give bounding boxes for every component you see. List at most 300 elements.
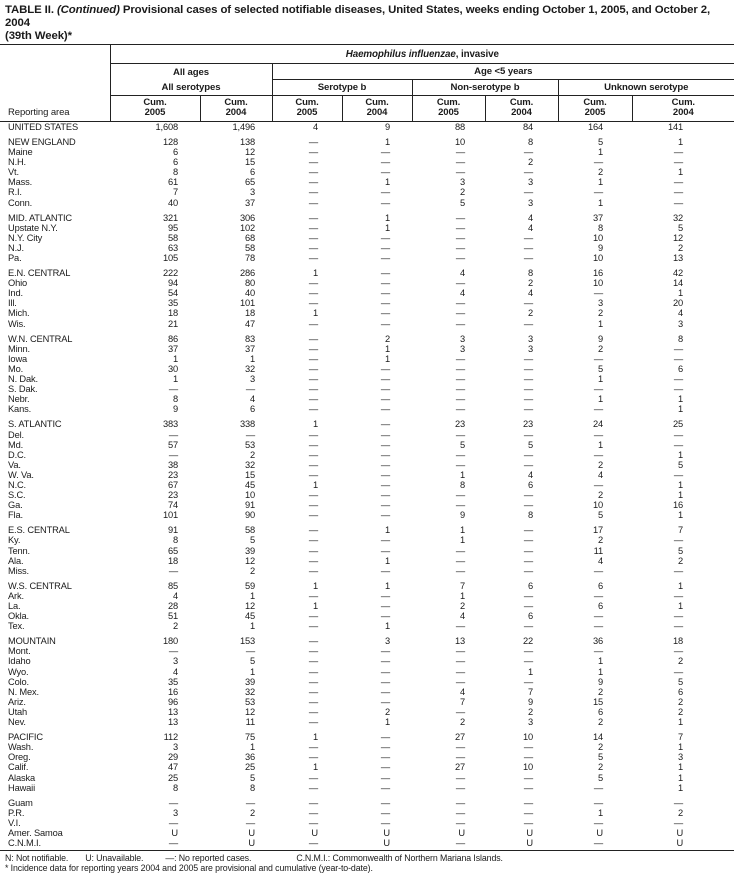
value-cell: 22 bbox=[522, 636, 533, 647]
value-cell: — bbox=[455, 308, 465, 319]
value-cell: — bbox=[308, 439, 318, 450]
reporting-area-cell: Alaska bbox=[8, 772, 36, 783]
value-cell: 1 bbox=[678, 167, 684, 178]
value-cell: — bbox=[380, 500, 390, 511]
value-cell: 1 bbox=[678, 490, 684, 501]
value-cell: 1 bbox=[597, 374, 603, 385]
reporting-area-cell: S.C. bbox=[8, 490, 26, 501]
reporting-area-cell: S. Dak. bbox=[8, 384, 38, 395]
table-row bbox=[0, 414, 734, 429]
value-cell: 4 bbox=[678, 308, 684, 319]
value-cell: — bbox=[523, 232, 533, 243]
value-cell: 37 bbox=[244, 197, 255, 208]
notifiable-diseases-table bbox=[0, 44, 734, 851]
value-cell: 1 bbox=[249, 621, 255, 632]
value-cell: — bbox=[455, 490, 465, 501]
value-cell: — bbox=[308, 797, 318, 808]
reporting-area-cell: Wash. bbox=[8, 742, 34, 753]
table-row bbox=[0, 556, 734, 566]
value-cell: — bbox=[308, 686, 318, 697]
value-cell: 306 bbox=[239, 212, 255, 223]
value-cell: 6 bbox=[527, 611, 533, 622]
value-cell: 90 bbox=[244, 510, 255, 521]
value-cell: — bbox=[308, 555, 318, 566]
reporting-area-cell: Ala. bbox=[8, 555, 24, 566]
reporting-area-cell: Tenn. bbox=[8, 545, 30, 556]
value-cell: — bbox=[308, 611, 318, 622]
table-title-text: Provisional cases of selected notifiable diseases, United States, weeks ending October 1, 2005, and October 2, 2004 bbox=[5, 4, 711, 29]
value-cell: 3 bbox=[459, 343, 465, 354]
value-cell: — bbox=[673, 187, 684, 198]
value-cell: — bbox=[308, 525, 318, 536]
value-cell: 1 bbox=[678, 479, 684, 490]
table-row bbox=[0, 601, 734, 611]
value-cell: 1 bbox=[312, 308, 318, 319]
table-row bbox=[0, 167, 734, 177]
value-cell: 23 bbox=[454, 419, 465, 430]
value-cell: 2 bbox=[249, 565, 255, 576]
value-cell: 3 bbox=[249, 187, 255, 198]
value-cell: — bbox=[523, 459, 533, 470]
value-cell: 9 bbox=[384, 121, 390, 132]
value-cell: 35 bbox=[167, 676, 178, 687]
value-cell: — bbox=[523, 752, 533, 763]
value-cell: 1 bbox=[172, 353, 178, 364]
value-cell: 2 bbox=[172, 621, 178, 632]
value-cell: — bbox=[455, 666, 465, 677]
value-cell: 15 bbox=[244, 157, 255, 168]
footnote-no-reported-cases: —: No reported cases. bbox=[165, 853, 252, 864]
value-cell: 42 bbox=[673, 268, 684, 279]
value-cell: — bbox=[673, 177, 684, 188]
value-cell: 7 bbox=[678, 732, 684, 743]
value-cell: 1 bbox=[312, 479, 318, 490]
value-cell: 1 bbox=[312, 419, 318, 430]
value-cell: 7 bbox=[527, 686, 533, 697]
value-cell: — bbox=[455, 147, 465, 158]
value-cell: 1 bbox=[597, 656, 603, 667]
value-cell: — bbox=[593, 782, 603, 793]
value-cell: U bbox=[383, 827, 390, 838]
value-cell: — bbox=[308, 717, 318, 728]
value-cell: 1 bbox=[597, 177, 603, 188]
value-cell: — bbox=[380, 590, 390, 601]
value-cell: 14 bbox=[592, 732, 603, 743]
value-cell: — bbox=[523, 807, 533, 818]
value-cell: 1 bbox=[678, 580, 684, 591]
value-cell: 8 bbox=[249, 782, 255, 793]
value-cell: 6 bbox=[172, 147, 178, 158]
reporting-area-cell: R.I. bbox=[8, 187, 22, 198]
value-cell: — bbox=[380, 611, 390, 622]
value-cell: — bbox=[455, 545, 465, 556]
value-cell: 47 bbox=[167, 762, 178, 773]
value-cell: — bbox=[380, 686, 390, 697]
value-cell: — bbox=[110, 838, 200, 851]
value-cell: 2 bbox=[384, 333, 390, 344]
value-cell: 91 bbox=[167, 525, 178, 536]
table-row bbox=[0, 727, 734, 742]
value-cell: — bbox=[455, 157, 465, 168]
value-cell: 101 bbox=[239, 298, 255, 309]
value-cell: 58 bbox=[244, 242, 255, 253]
value-cell: — bbox=[523, 404, 533, 415]
value-cell: 8 bbox=[459, 479, 465, 490]
value-cell: — bbox=[380, 157, 390, 168]
value-cell: — bbox=[245, 797, 255, 808]
value-cell: 4 bbox=[527, 469, 533, 480]
value-cell: 2 bbox=[527, 308, 533, 319]
value-cell: — bbox=[455, 253, 465, 264]
value-cell: 16 bbox=[167, 686, 178, 697]
value-cell: — bbox=[245, 817, 255, 828]
value-cell: — bbox=[673, 817, 684, 828]
reporting-area-cell: Tex. bbox=[8, 621, 25, 632]
value-cell: 1,608 bbox=[155, 121, 178, 132]
disease-header bbox=[110, 45, 734, 64]
reporting-area-cell: MOUNTAIN bbox=[8, 636, 56, 647]
value-cell: 23 bbox=[167, 469, 178, 480]
value-cell: — bbox=[412, 838, 485, 851]
value-cell: 6 bbox=[527, 580, 533, 591]
value-cell: — bbox=[380, 253, 390, 264]
value-cell: — bbox=[523, 298, 533, 309]
value-cell: — bbox=[308, 782, 318, 793]
value-cell: 24 bbox=[592, 419, 603, 430]
value-cell: 11 bbox=[245, 717, 255, 728]
value-cell: — bbox=[380, 308, 390, 319]
table-row bbox=[0, 394, 734, 404]
value-cell: 47 bbox=[244, 318, 255, 329]
value-cell: 63 bbox=[167, 242, 178, 253]
value-cell: 32 bbox=[244, 686, 255, 697]
subgroup-serotype-b: Serotype b bbox=[272, 80, 412, 96]
value-cell: 321 bbox=[162, 212, 178, 223]
value-cell: — bbox=[308, 363, 318, 374]
value-cell: — bbox=[308, 742, 318, 753]
value-cell: 1 bbox=[597, 439, 603, 450]
table-row bbox=[0, 490, 734, 500]
reporting-area-cell: Upstate N.Y. bbox=[8, 222, 58, 233]
value-cell: 18 bbox=[244, 308, 255, 319]
table-row bbox=[0, 288, 734, 298]
value-cell: 2 bbox=[527, 157, 533, 168]
value-cell: — bbox=[308, 666, 318, 677]
value-cell: 13 bbox=[454, 636, 465, 647]
value-cell: — bbox=[593, 646, 603, 657]
value-cell: — bbox=[380, 601, 390, 612]
value-cell: 1 bbox=[384, 621, 390, 632]
value-cell: 1 bbox=[312, 601, 318, 612]
value-cell: 25 bbox=[244, 762, 255, 773]
column-header-cum-2005: Cum. 2005 bbox=[412, 95, 485, 121]
table-label: TABLE II. bbox=[5, 4, 54, 16]
value-cell: — bbox=[308, 535, 318, 546]
value-cell: 7 bbox=[172, 187, 178, 198]
table-row bbox=[0, 631, 734, 646]
value-cell: 1 bbox=[249, 742, 255, 753]
value-cell: 88 bbox=[454, 121, 465, 132]
value-cell: — bbox=[673, 429, 684, 440]
value-cell: — bbox=[523, 646, 533, 657]
value-cell: — bbox=[380, 510, 390, 521]
value-cell: 45 bbox=[244, 611, 255, 622]
value-cell: 3 bbox=[172, 807, 178, 818]
value-cell: 1 bbox=[597, 147, 603, 158]
reporting-area-cell: Hawaii bbox=[8, 782, 35, 793]
value-cell: — bbox=[593, 157, 603, 168]
value-cell: — bbox=[523, 449, 533, 460]
reporting-area-cell: Ill. bbox=[8, 298, 17, 309]
value-cell: 51 bbox=[167, 611, 178, 622]
value-cell: — bbox=[380, 394, 390, 405]
value-cell: — bbox=[523, 545, 533, 556]
value-cell: — bbox=[523, 318, 533, 329]
value-cell: — bbox=[380, 147, 390, 158]
reporting-area-cell: Wyo. bbox=[8, 666, 29, 677]
value-cell: 23 bbox=[167, 490, 178, 501]
reporting-area-cell: E.N. CENTRAL bbox=[8, 268, 71, 279]
table-row bbox=[0, 480, 734, 490]
value-cell: 37 bbox=[592, 212, 603, 223]
value-cell: — bbox=[308, 459, 318, 470]
value-cell: — bbox=[523, 535, 533, 546]
value-cell: — bbox=[673, 590, 684, 601]
value-cell: 6 bbox=[527, 479, 533, 490]
value-cell: — bbox=[523, 363, 533, 374]
value-cell: — bbox=[593, 288, 603, 299]
value-cell: U bbox=[311, 827, 318, 838]
value-cell: 1 bbox=[312, 732, 318, 743]
value-cell: — bbox=[673, 147, 684, 158]
value-cell: — bbox=[245, 429, 255, 440]
table-row bbox=[0, 566, 734, 576]
value-cell: — bbox=[380, 666, 390, 677]
value-cell: 5 bbox=[597, 363, 603, 374]
value-cell: — bbox=[308, 212, 318, 223]
value-cell: — bbox=[308, 298, 318, 309]
value-cell: 85 bbox=[167, 580, 178, 591]
value-cell: — bbox=[455, 374, 465, 385]
value-cell: — bbox=[593, 384, 603, 395]
value-cell: 1 bbox=[312, 268, 318, 279]
value-cell: — bbox=[380, 242, 390, 253]
value-cell: 1 bbox=[312, 762, 318, 773]
value-cell: 20 bbox=[673, 298, 684, 309]
value-cell: 84 bbox=[522, 121, 533, 132]
value-cell: U bbox=[485, 838, 558, 851]
value-cell: — bbox=[593, 404, 603, 415]
column-header-cum-2004: Cum. 2004 bbox=[342, 95, 412, 121]
value-cell: 1 bbox=[527, 666, 533, 677]
value-cell: — bbox=[380, 278, 390, 289]
reporting-area-cell: N.C. bbox=[8, 479, 26, 490]
value-cell: 1 bbox=[678, 136, 684, 147]
column-header-cum-2005: Cum. 2005 bbox=[558, 95, 632, 121]
value-cell: 1 bbox=[678, 288, 684, 299]
value-cell: 102 bbox=[239, 222, 255, 233]
value-cell: U bbox=[632, 838, 734, 851]
value-cell: 95 bbox=[167, 222, 178, 233]
table-row bbox=[0, 773, 734, 783]
reporting-area-cell: W.S. CENTRAL bbox=[8, 580, 72, 591]
value-cell: 15 bbox=[244, 469, 255, 480]
value-cell: — bbox=[593, 611, 603, 622]
value-cell: 1 bbox=[678, 717, 684, 728]
value-cell: — bbox=[455, 555, 465, 566]
value-cell: — bbox=[593, 817, 603, 828]
table-row bbox=[0, 208, 734, 223]
table-header bbox=[0, 45, 734, 122]
value-cell: — bbox=[523, 621, 533, 632]
value-cell: 3 bbox=[459, 177, 465, 188]
table-row bbox=[0, 384, 734, 394]
value-cell: 23 bbox=[522, 419, 533, 430]
value-cell: 2 bbox=[678, 706, 684, 717]
value-cell: 65 bbox=[167, 545, 178, 556]
value-cell: 12 bbox=[244, 601, 255, 612]
table-row bbox=[0, 646, 734, 656]
value-cell: U bbox=[526, 827, 533, 838]
value-cell: — bbox=[455, 500, 465, 511]
value-cell: — bbox=[308, 177, 318, 188]
value-cell: — bbox=[380, 439, 390, 450]
value-cell: — bbox=[673, 353, 684, 364]
value-cell: — bbox=[455, 797, 465, 808]
value-cell: — bbox=[523, 742, 533, 753]
value-cell: — bbox=[308, 353, 318, 364]
value-cell: — bbox=[380, 545, 390, 556]
value-cell: — bbox=[380, 762, 390, 773]
value-cell: 10 bbox=[522, 762, 533, 773]
value-cell: — bbox=[455, 459, 465, 470]
value-cell: — bbox=[308, 288, 318, 299]
value-cell: 29 bbox=[167, 752, 178, 763]
value-cell: 1 bbox=[384, 177, 390, 188]
table-row bbox=[0, 132, 734, 147]
value-cell: 25 bbox=[673, 419, 684, 430]
value-cell: — bbox=[455, 656, 465, 667]
value-cell: 9 bbox=[172, 404, 178, 415]
reporting-area-cell: La. bbox=[8, 601, 21, 612]
value-cell: 1 bbox=[459, 525, 465, 536]
value-cell: — bbox=[380, 490, 390, 501]
value-cell: — bbox=[455, 318, 465, 329]
value-cell: — bbox=[380, 288, 390, 299]
value-cell: — bbox=[455, 242, 465, 253]
reporting-area-cell: Oreg. bbox=[8, 752, 31, 763]
value-cell: 3 bbox=[172, 656, 178, 667]
value-cell: 8 bbox=[678, 333, 684, 344]
value-cell: — bbox=[523, 772, 533, 783]
value-cell: — bbox=[308, 772, 318, 783]
table-row bbox=[0, 430, 734, 440]
value-cell: — bbox=[380, 374, 390, 385]
value-cell: 58 bbox=[167, 232, 178, 243]
value-cell: — bbox=[523, 817, 533, 828]
value-cell: — bbox=[168, 817, 178, 828]
value-cell: — bbox=[168, 646, 178, 657]
reporting-area-cell: Maine bbox=[8, 147, 33, 158]
value-cell: — bbox=[455, 565, 465, 576]
value-cell: 2 bbox=[597, 717, 603, 728]
value-cell: — bbox=[380, 696, 390, 707]
value-cell: — bbox=[308, 449, 318, 460]
value-cell: — bbox=[380, 535, 390, 546]
value-cell: 138 bbox=[239, 136, 255, 147]
value-cell: 1 bbox=[678, 782, 684, 793]
value-cell: 10 bbox=[592, 232, 603, 243]
value-cell: — bbox=[455, 394, 465, 405]
value-cell: 38 bbox=[167, 459, 178, 470]
value-cell: 91 bbox=[244, 500, 255, 511]
value-cell: — bbox=[380, 797, 390, 808]
table-row bbox=[0, 308, 734, 318]
table-row bbox=[0, 500, 734, 510]
footnote-unavailable: U: Unavailable. bbox=[85, 853, 144, 864]
value-cell: 94 bbox=[167, 278, 178, 289]
value-cell: — bbox=[455, 222, 465, 233]
value-cell: 5 bbox=[678, 459, 684, 470]
value-cell: 45 bbox=[244, 479, 255, 490]
reporting-area-cell: NEW ENGLAND bbox=[8, 136, 76, 147]
value-cell: — bbox=[380, 268, 390, 279]
value-cell: — bbox=[308, 590, 318, 601]
value-cell: 1 bbox=[172, 374, 178, 385]
value-cell: 32 bbox=[244, 363, 255, 374]
subgroup-unknown-serotype: Unknown serotype bbox=[558, 80, 734, 96]
value-cell: — bbox=[455, 772, 465, 783]
reporting-area-cell: Nebr. bbox=[8, 394, 30, 405]
value-cell: 10 bbox=[592, 500, 603, 511]
value-cell: 4 bbox=[459, 288, 465, 299]
value-cell: — bbox=[380, 469, 390, 480]
value-cell: — bbox=[308, 500, 318, 511]
value-cell: U bbox=[676, 827, 684, 838]
value-cell: — bbox=[380, 459, 390, 470]
value-cell: — bbox=[455, 807, 465, 818]
value-cell: — bbox=[380, 742, 390, 753]
reporting-area-cell: P.R. bbox=[8, 807, 25, 818]
value-cell: — bbox=[455, 404, 465, 415]
value-cell: 32 bbox=[673, 212, 684, 223]
value-cell: 8 bbox=[172, 782, 178, 793]
value-cell: — bbox=[308, 197, 318, 208]
reporting-area-cell: Fla. bbox=[8, 510, 23, 521]
column-header-cum-2005: Cum. 2005 bbox=[110, 95, 200, 121]
value-cell: 8 bbox=[527, 136, 533, 147]
value-cell: — bbox=[308, 565, 318, 576]
table-row bbox=[0, 762, 734, 772]
value-cell: 5 bbox=[597, 752, 603, 763]
value-cell: 3 bbox=[527, 177, 533, 188]
value-cell: 1 bbox=[678, 772, 684, 783]
value-cell: — bbox=[380, 167, 390, 178]
table-row bbox=[0, 828, 734, 838]
table-row bbox=[0, 591, 734, 601]
value-cell: — bbox=[673, 611, 684, 622]
value-cell: 86 bbox=[167, 333, 178, 344]
reporting-area-cell: S. ATLANTIC bbox=[8, 419, 62, 430]
value-cell: — bbox=[380, 676, 390, 687]
value-cell: — bbox=[308, 222, 318, 233]
table-row bbox=[0, 535, 734, 545]
table-row bbox=[0, 697, 734, 707]
table-row bbox=[0, 440, 734, 450]
value-cell: 1 bbox=[384, 717, 390, 728]
reporting-area-cell: Del. bbox=[8, 429, 24, 440]
value-cell: 3 bbox=[527, 333, 533, 344]
